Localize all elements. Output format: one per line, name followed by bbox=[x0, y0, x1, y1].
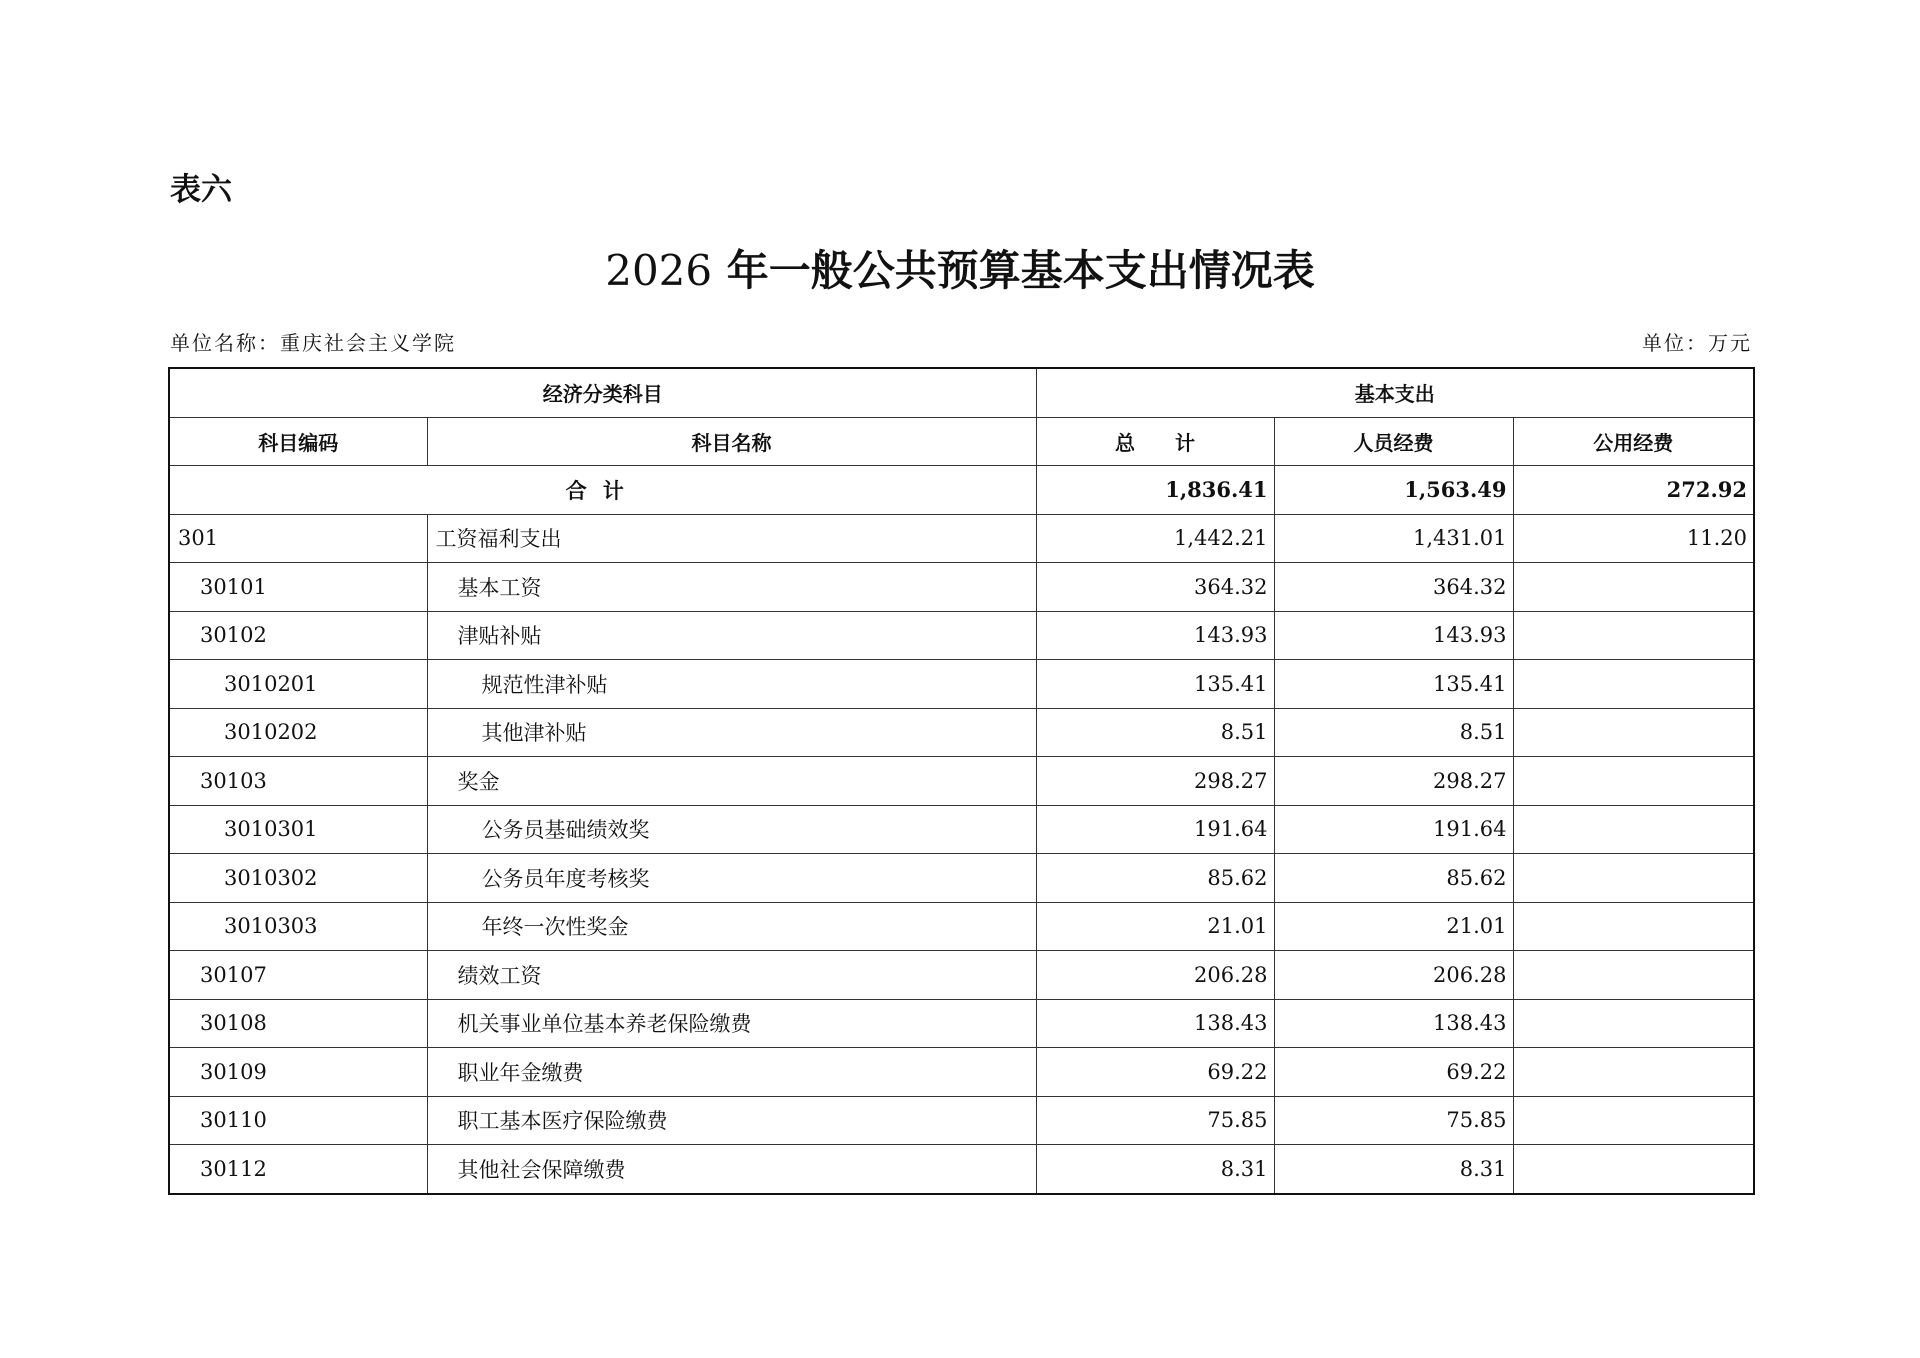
row-personnel: 69.22 bbox=[1274, 1048, 1513, 1097]
row-personnel: 75.85 bbox=[1274, 1096, 1513, 1145]
row-name: 公务员年度考核奖 bbox=[427, 854, 1036, 903]
row-personnel: 8.31 bbox=[1274, 1145, 1513, 1194]
row-personnel: 138.43 bbox=[1274, 999, 1513, 1048]
row-code: 3010201 bbox=[169, 660, 427, 709]
table-row bbox=[169, 1145, 1754, 1194]
row-total: 69.22 bbox=[1036, 1048, 1274, 1097]
row-total: 364.32 bbox=[1036, 563, 1274, 612]
row-public: 11.20 bbox=[1513, 514, 1754, 563]
title-text: 年一般公共预算基本支出情况表 bbox=[726, 246, 1315, 295]
row-name: 年终一次性奖金 bbox=[427, 902, 1036, 951]
row-code: 3010303 bbox=[169, 902, 427, 951]
row-total: 135.41 bbox=[1036, 660, 1274, 709]
row-public bbox=[1513, 611, 1754, 660]
currency-unit: 单位：万元 bbox=[1642, 331, 1752, 355]
table-row bbox=[169, 611, 1754, 660]
row-name: 绩效工资 bbox=[427, 951, 1036, 1000]
row-public bbox=[1513, 1096, 1754, 1145]
row-code: 30107 bbox=[169, 951, 427, 1000]
row-total: 75.85 bbox=[1036, 1096, 1274, 1145]
row-name: 其他津补贴 bbox=[427, 708, 1036, 757]
row-public bbox=[1513, 999, 1754, 1048]
row-total: 138.43 bbox=[1036, 999, 1274, 1048]
table-row bbox=[169, 951, 1754, 1000]
row-public bbox=[1513, 757, 1754, 806]
row-code: 30110 bbox=[169, 1096, 427, 1145]
row-name: 基本工资 bbox=[427, 563, 1036, 612]
unit-name: 单位名称：重庆社会主义学院 bbox=[170, 331, 456, 355]
table-row bbox=[169, 1048, 1754, 1097]
row-name: 规范性津补贴 bbox=[427, 660, 1036, 709]
row-code: 30102 bbox=[169, 611, 427, 660]
header-name: 科目名称 bbox=[427, 417, 1036, 466]
header-public: 公用经费 bbox=[1513, 417, 1754, 466]
row-total: 298.27 bbox=[1036, 757, 1274, 806]
row-name: 工资福利支出 bbox=[427, 514, 1036, 563]
row-personnel: 21.01 bbox=[1274, 902, 1513, 951]
row-total: 1,442.21 bbox=[1036, 514, 1274, 563]
header-basic-expenditure: 基本支出 bbox=[1036, 368, 1754, 417]
header-personnel: 人员经费 bbox=[1274, 417, 1513, 466]
table-row bbox=[169, 563, 1754, 612]
row-public bbox=[1513, 902, 1754, 951]
table-row bbox=[169, 757, 1754, 806]
row-public bbox=[1513, 854, 1754, 903]
table-row bbox=[169, 854, 1754, 903]
table-row bbox=[169, 999, 1754, 1048]
table-row bbox=[169, 514, 1754, 563]
table-row bbox=[169, 902, 1754, 951]
page-title bbox=[0, 238, 1920, 298]
row-code: 30101 bbox=[169, 563, 427, 612]
row-code: 30103 bbox=[169, 757, 427, 806]
row-personnel: 143.93 bbox=[1274, 611, 1513, 660]
row-public bbox=[1513, 660, 1754, 709]
row-personnel: 298.27 bbox=[1274, 757, 1513, 806]
row-public bbox=[1513, 708, 1754, 757]
row-name: 职业年金缴费 bbox=[427, 1048, 1036, 1097]
row-code: 30109 bbox=[169, 1048, 427, 1097]
row-name: 机关事业单位基本养老保险缴费 bbox=[427, 999, 1036, 1048]
budget-table bbox=[168, 367, 1755, 1195]
row-total: 8.51 bbox=[1036, 708, 1274, 757]
row-name: 津贴补贴 bbox=[427, 611, 1036, 660]
row-total: 143.93 bbox=[1036, 611, 1274, 660]
table-row bbox=[169, 708, 1754, 757]
header-column-row bbox=[169, 417, 1754, 466]
total-personnel: 1,563.49 bbox=[1274, 466, 1513, 515]
title-year: 2026 bbox=[605, 246, 713, 295]
row-personnel: 364.32 bbox=[1274, 563, 1513, 612]
row-public bbox=[1513, 563, 1754, 612]
row-total: 191.64 bbox=[1036, 805, 1274, 854]
row-code: 301 bbox=[169, 514, 427, 563]
table-row bbox=[169, 805, 1754, 854]
row-name: 职工基本医疗保险缴费 bbox=[427, 1096, 1036, 1145]
row-public bbox=[1513, 1145, 1754, 1194]
table-row bbox=[169, 660, 1754, 709]
table-row bbox=[169, 1096, 1754, 1145]
row-personnel: 135.41 bbox=[1274, 660, 1513, 709]
row-total: 21.01 bbox=[1036, 902, 1274, 951]
row-public bbox=[1513, 1048, 1754, 1097]
row-personnel: 206.28 bbox=[1274, 951, 1513, 1000]
row-public bbox=[1513, 951, 1754, 1000]
row-personnel: 8.51 bbox=[1274, 708, 1513, 757]
header-economic-classification: 经济分类科目 bbox=[169, 368, 1036, 417]
row-personnel: 85.62 bbox=[1274, 854, 1513, 903]
header-group-row bbox=[169, 368, 1754, 417]
table-number-label: 表六 bbox=[170, 172, 232, 208]
row-code: 3010202 bbox=[169, 708, 427, 757]
row-code: 3010302 bbox=[169, 854, 427, 903]
row-total: 206.28 bbox=[1036, 951, 1274, 1000]
total-row bbox=[169, 466, 1754, 515]
row-personnel: 1,431.01 bbox=[1274, 514, 1513, 563]
header-total: 总 计 bbox=[1036, 417, 1274, 466]
row-code: 30108 bbox=[169, 999, 427, 1048]
row-name: 奖金 bbox=[427, 757, 1036, 806]
row-total: 8.31 bbox=[1036, 1145, 1274, 1194]
row-total: 85.62 bbox=[1036, 854, 1274, 903]
row-personnel: 191.64 bbox=[1274, 805, 1513, 854]
row-public bbox=[1513, 805, 1754, 854]
row-name: 其他社会保障缴费 bbox=[427, 1145, 1036, 1194]
total-public: 272.92 bbox=[1513, 466, 1754, 515]
total-total: 1,836.41 bbox=[1036, 466, 1274, 515]
total-label: 合计 bbox=[169, 466, 1036, 515]
header-code: 科目编码 bbox=[169, 417, 427, 466]
row-code: 3010301 bbox=[169, 805, 427, 854]
row-code: 30112 bbox=[169, 1145, 427, 1194]
row-name: 公务员基础绩效奖 bbox=[427, 805, 1036, 854]
